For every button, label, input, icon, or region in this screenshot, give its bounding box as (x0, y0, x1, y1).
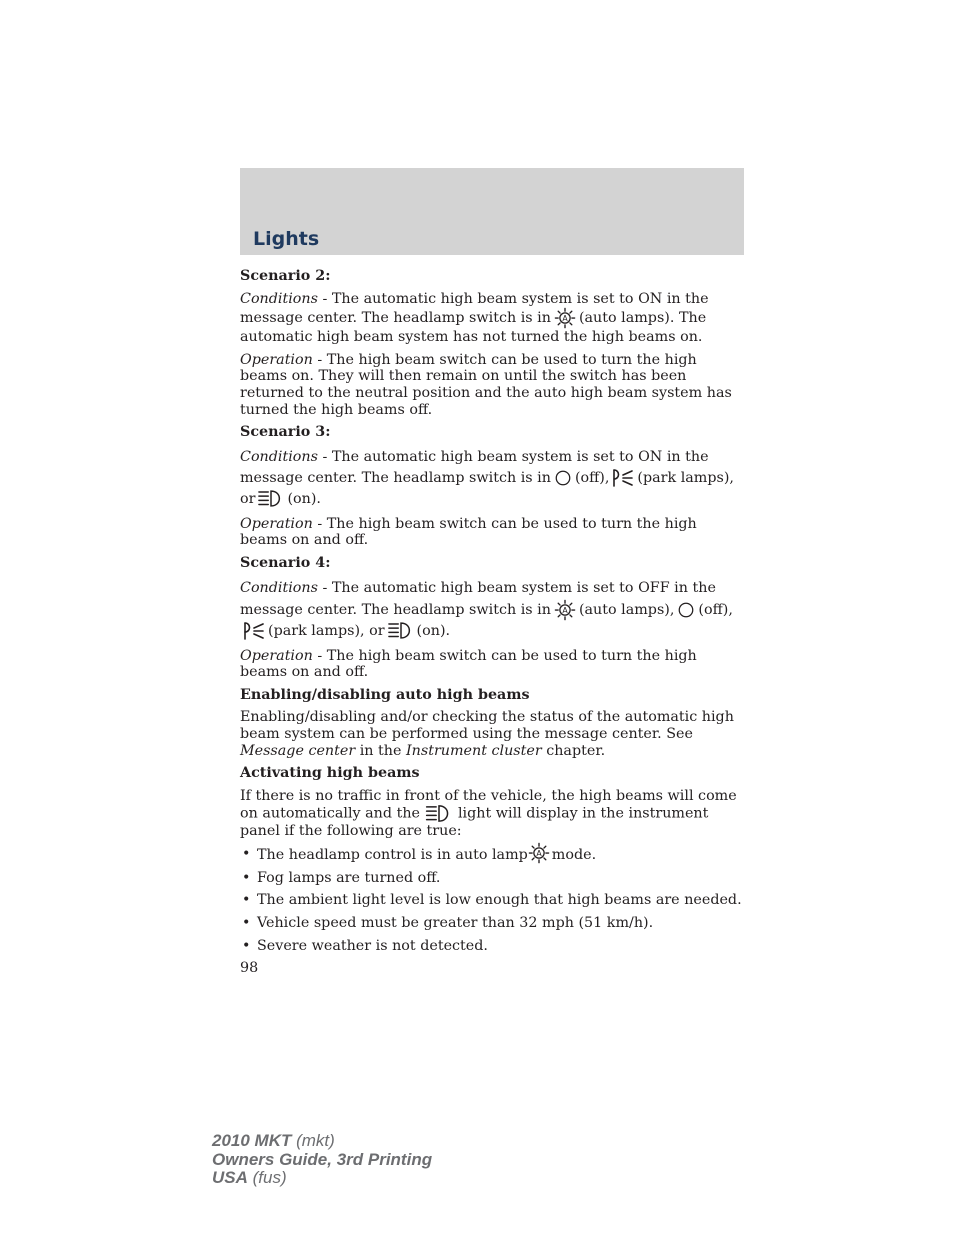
headlamp-on-icon (388, 621, 414, 640)
park-text: (park lamps), (637, 469, 734, 486)
conditions-text: - The automatic high beam system is set to OFF in the message center. The headlamp switch is in (240, 579, 716, 618)
park-text: (park lamps), or (268, 622, 385, 639)
auto-lamp-icon (554, 599, 576, 621)
conditions-text-cont: (auto lamps). The automatic high beam system has not turned the high beams on. (240, 310, 707, 346)
scenario-4-operation (240, 648, 746, 681)
park-lamp-icon (243, 621, 265, 641)
conditions-label: Conditions (240, 579, 318, 596)
operation-text: - The high beam switch can be used to turn the high beams on. They will then remain on until the switch has been returned to the neutral position and the auto high beam system has turned the high beams off. (240, 351, 732, 418)
on-text: (on). (287, 490, 321, 507)
operation-label: Operation (240, 647, 313, 664)
park-lamp-icon (612, 468, 634, 488)
or-text: or (240, 490, 256, 507)
enabling-text-end: chapter. (541, 742, 606, 759)
off-text: (off), (698, 601, 733, 618)
instrument-cluster-reference: Instrument cluster (406, 742, 542, 759)
activating-text-cont: light will display in the instrument panel if the following are true: (240, 805, 709, 840)
scenario-4-conditions (240, 578, 746, 642)
bullet: • (242, 845, 251, 862)
message-center-reference: Message center (240, 742, 356, 759)
off-circle-icon (677, 601, 695, 619)
bullet: • (242, 915, 251, 932)
operation-text: - The high beam switch can be used to turn the high beams on and off. (240, 515, 697, 549)
list-item (240, 892, 746, 909)
headlamp-on-icon (423, 804, 455, 823)
enabling-paragraph (240, 709, 746, 759)
footer-guide-line: Owners Guide, 3rd Printing (212, 1149, 433, 1169)
scenario-2-heading: Scenario 2: (240, 268, 331, 284)
scenario-3-operation (240, 516, 746, 549)
scenario-3-conditions (240, 447, 746, 510)
headlamp-on-icon (258, 489, 284, 508)
list-item (240, 870, 746, 887)
footer-region: USA (212, 1168, 248, 1187)
list-item-text: Severe weather is not detected. (257, 937, 488, 954)
list-item-text: Vehicle speed must be greater than 32 mph (51 km/h). (257, 915, 654, 932)
scenario-2-operation (240, 352, 746, 418)
list-item-text-cont: mode. (551, 846, 597, 863)
scenario-3-heading: Scenario 3: (240, 424, 331, 441)
operation-label: Operation (240, 515, 313, 532)
list-item-text: The headlamp control is in auto lamp (257, 846, 528, 863)
footer-model-line (212, 1132, 432, 1151)
operation-label: Operation (240, 351, 313, 368)
list-item-text: The ambient light level is low enough that high beams are needed. (257, 892, 742, 909)
auto-text: (auto lamps), (578, 601, 675, 618)
scenario-2-conditions (240, 291, 746, 346)
operation-text: - The high beam switch can be used to turn the high beams on and off. (240, 647, 697, 681)
footer-region-line (212, 1169, 432, 1188)
auto-lamp-icon (528, 842, 550, 864)
footer-model: 2010 MKT (212, 1131, 292, 1150)
off-text: (off), (574, 469, 610, 486)
conditions-label: Conditions (240, 448, 318, 465)
activating-paragraph (240, 788, 746, 840)
conditions-list (240, 846, 746, 954)
enabling-text-cont: in the (355, 742, 406, 759)
list-item (240, 938, 746, 955)
activating-text: If there is no traffic in front of the vehicle, the high beams will come on automatically and the (240, 787, 737, 822)
section-title: Lights (253, 228, 320, 250)
page-number: 98 (240, 960, 259, 976)
list-item-text: Fog lamps are turned off. (257, 869, 441, 886)
document-footer (212, 1132, 432, 1188)
list-item (240, 915, 746, 932)
conditions-text: - The automatic high beam system is set to ON in the message center. The headlamp switch is in (240, 290, 709, 327)
bullet: • (242, 869, 251, 886)
enabling-heading: Enabling/disabling auto high beams (240, 686, 530, 703)
scenario-4-heading: Scenario 4: (240, 554, 331, 571)
page-content (240, 268, 746, 960)
bullet: • (242, 892, 251, 909)
enabling-text: Enabling/disabling and/or checking the status of the automatic high beam system can be performed using the message center. See (240, 709, 734, 742)
bullet: • (242, 937, 251, 954)
footer-model-code: (mkt) (291, 1131, 335, 1150)
section-header-band (240, 168, 744, 255)
off-circle-icon (554, 469, 572, 487)
conditions-label: Conditions (240, 290, 318, 307)
conditions-text: - The automatic high beam system is set to ON in the message center. The headlamp switch is in (240, 448, 709, 486)
list-item (240, 846, 746, 864)
footer-region-code: (fus) (247, 1168, 287, 1187)
on-text: (on). (416, 622, 451, 639)
activating-heading: Activating high beams (240, 765, 420, 782)
auto-lamp-icon (554, 307, 576, 329)
